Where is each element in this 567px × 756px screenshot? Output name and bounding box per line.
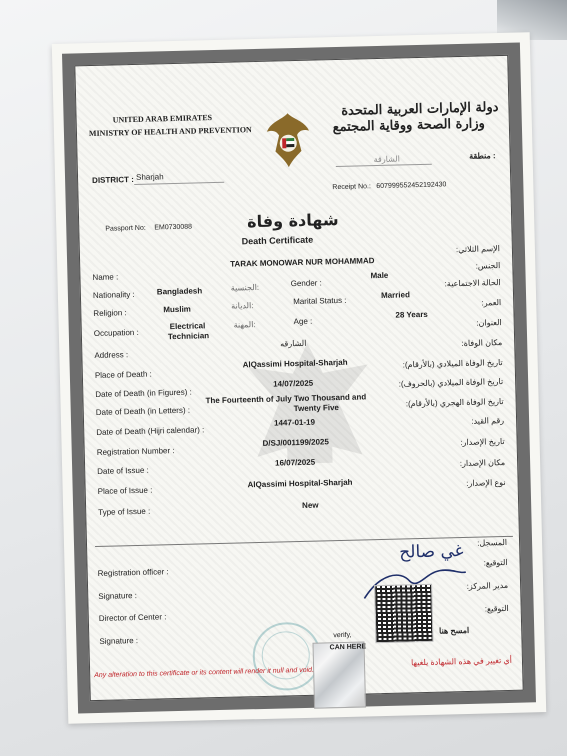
district-ar-label: : منطقة — [469, 151, 496, 161]
registrar-signature: غي صالح — [399, 541, 464, 563]
dod-figures-label: Date of Death (in Figures) : — [95, 387, 192, 399]
occupation-ar-label: المهنة: — [233, 320, 256, 330]
dod-figures-ar-label: تاريخ الوفاة الميلادي (بالأرقام): — [402, 358, 503, 370]
director-ar-label: مدير المركز: — [466, 580, 509, 591]
address-label: Address : — [94, 350, 129, 360]
gender-label: Gender : — [290, 278, 322, 289]
address-value: الشارقه — [280, 338, 307, 349]
district-label: DISTRICT : — [92, 174, 134, 185]
director-of-center-label: Director of Center : — [98, 612, 167, 623]
title-en: Death Certificate — [241, 234, 314, 247]
dod-figures-value: 14/07/2025 — [273, 378, 314, 389]
scan-text-en-2: CAN HERE — [329, 643, 367, 652]
religion-label: Religion : — [93, 308, 127, 319]
nationality-label: Nationality : — [92, 289, 135, 301]
registration-number-label: Registration Number : — [96, 446, 175, 457]
header-ministry-ar: وزارة الصحة ووقاية المجتمع — [332, 116, 486, 136]
name-ar-label: الإسم الثلاثي: — [455, 244, 501, 255]
place-of-death-ar-label: مكان الوفاة: — [461, 338, 503, 349]
district-ar-underline — [336, 164, 432, 167]
age-ar-label: العمر: — [481, 298, 502, 308]
header-country-ar: دولة الإمارات العربية المتحدة — [341, 100, 499, 119]
receipt-value: 607999552452192430 — [376, 181, 447, 191]
nationality-value: Bangladesh — [156, 286, 203, 297]
address-ar-label: العنوان: — [476, 318, 502, 328]
religion-value: Muslim — [163, 304, 191, 315]
registration-number-value: D/SJ/001199/2025 — [262, 437, 329, 448]
religion-ar-label: الديانة: — [231, 301, 254, 311]
passport-label: Passport No: — [105, 224, 146, 233]
header-country-en: UNITED ARAB EMIRATES — [112, 113, 213, 125]
header-ministry-en: MINISTRY OF HEALTH AND PREVENTION — [88, 125, 252, 139]
gender-ar-label: الجنس: — [475, 261, 501, 271]
date-of-issue-label: Date of Issue : — [97, 465, 149, 476]
district-ar-value: الشارقة — [373, 154, 401, 165]
occupation-label: Occupation : — [93, 327, 139, 338]
marital-status-label: Marital Status : — [293, 295, 347, 307]
certificate-border — [62, 43, 536, 714]
uae-emblem-icon — [262, 111, 313, 170]
qr-code-icon[interactable] — [374, 584, 433, 643]
date-of-issue-ar-label: تاريخ الإصدار: — [460, 436, 505, 448]
hologram-seal-icon — [312, 641, 366, 708]
marital-status-ar-label: الحالة الاجتماعية: — [444, 278, 501, 289]
dod-hijri-label: Date of Death (Hijri calendar) : — [96, 425, 205, 437]
date-of-issue-value: 16/07/2025 — [274, 457, 316, 468]
type-of-issue-label: Type of Issue : — [98, 506, 151, 517]
marital-status-value: Married — [380, 290, 411, 300]
dod-letters-label: Date of Death (in Letters) : — [95, 405, 191, 417]
death-certificate — [52, 32, 546, 723]
dod-letters-ar-label: تاريخ الوفاة الميلادي (بالحروف): — [398, 377, 504, 389]
name-label: Name : — [92, 272, 119, 283]
dod-hijri-ar-label: تاريخ الوفاة الهجري (بالأرقام): — [405, 397, 504, 409]
nationality-ar-label: الجنسية: — [230, 282, 260, 293]
signature-ar-label: التوقيع: — [483, 557, 508, 568]
occupation-value-line2: Technician — [167, 331, 210, 342]
scan-text-ar: امسح هنا — [439, 625, 470, 636]
dod-letters-value-line2: Twenty Five — [293, 403, 340, 414]
dod-letters-value-line1: The Fourteenth of July Two Thousand and — [205, 392, 367, 406]
place-of-death-value: AlQassimi Hospital-Sharjah — [242, 357, 348, 370]
age-value: 28 Years — [395, 309, 428, 320]
signature2-label: Signature : — [99, 636, 139, 646]
registration-number-ar-label: رقم القيد: — [471, 416, 505, 426]
place-of-issue-value: AlQassimi Hospital-Sharjah — [247, 477, 353, 490]
signature2-ar-label: التوقيع: — [484, 603, 509, 614]
place-of-issue-label: Place of Issue : — [97, 485, 153, 496]
passport-value: EM0730088 — [154, 223, 193, 232]
certificate-body — [74, 55, 523, 701]
place-of-death-label: Place of Death : — [94, 369, 152, 380]
registration-officer-label: Registration officer : — [97, 567, 169, 578]
warning-ar: أي تغيير في هذه الشهادة يلغيها — [410, 655, 513, 668]
receipt-label: Receipt No.: — [332, 183, 371, 192]
occupation-value-line1: Electrical — [169, 321, 206, 332]
type-of-issue-value: New — [302, 500, 319, 510]
place-of-issue-ar-label: مكان الإصدار: — [459, 457, 506, 469]
title-ar: شهادة وفاة — [246, 209, 339, 232]
name-value: TARAK MONOWAR NUR MOHAMMAD — [230, 256, 375, 269]
registrar-ar-label: المسجل: — [477, 537, 508, 548]
district-value: Sharjah — [135, 172, 164, 182]
signature-label: Signature : — [98, 591, 138, 601]
scan-text-en-1: verify, — [333, 631, 352, 640]
district-underline — [134, 182, 224, 185]
gender-value: Male — [370, 270, 389, 281]
age-label: Age : — [293, 316, 313, 327]
dod-hijri-value: 1447-01-19 — [273, 417, 316, 428]
warning-en: Any alteration to this certificate or its content will render it null and void. — [94, 666, 315, 680]
type-of-issue-ar-label: نوع الإصدار: — [466, 477, 506, 488]
